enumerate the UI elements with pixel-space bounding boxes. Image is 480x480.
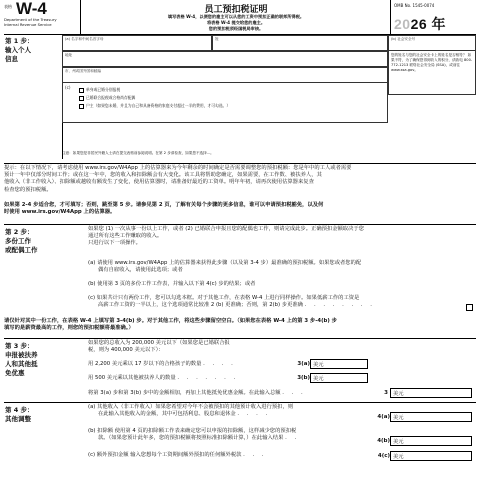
step4c-currency: 美元 — [393, 454, 404, 460]
last-name-label: 姓 — [215, 37, 219, 41]
header-instruction-2: 将表格 W-4 提交给您的雇主。 — [206, 20, 266, 25]
step4a-currency: 美元 — [393, 415, 404, 421]
step2-note-1: 请仅针对其中一份工作，在表格 W-4 上填写第 3-4(b) 步。对于其他工作，将这些步骤留空空白。（如果您在表格 W-4 上的第 3 步-4(b) 步 — [4, 318, 337, 324]
tax-year — [394, 14, 446, 34]
step3-total-label: 3 — [384, 390, 388, 396]
tip-line-2: 预计一年中仅部分时间工作；或在这一年中，您的收入和扣除额会有大变化。该工具将帮助您确定，如果需要，在工作数、被扶养人，其 — [4, 172, 322, 179]
divider-step3 — [4, 338, 476, 339]
step2-option-b: (b) 使用第 3 页的多份工作工作表，并输入以下第 4(c) 步的结果；或者 — [88, 281, 256, 287]
header-divider-right — [390, 0, 391, 34]
header-instruction-1: 填写表格 W-4，以便您的雇主可以从您的工资中预扣正确的联邦所得税。 — [167, 14, 305, 19]
step2-option-a — [88, 260, 476, 274]
step4a-input[interactable] — [390, 412, 472, 422]
tip-line-3: 他收入（非工作收入）、扣除额或越收有额发生了变化，使用估算器时，请准备好最近的工资单。明年年初，请再次使用估算器来复查 — [4, 179, 314, 186]
step2-title: 第 2 步： — [5, 228, 34, 236]
step1-section — [4, 35, 476, 163]
step4b-line-1: (b) 扣除额 使用第 4 页的扣除额工作表来确定您可以申报的扣除额，这样减少您的预扣税 — [88, 428, 297, 434]
step1-title: 第 1 步： — [5, 37, 34, 45]
city-state-zip-label: 市、州或国外国和邮编 — [65, 69, 101, 73]
step3-title: 第 3 步： — [5, 342, 34, 350]
omb-number: OMB No. 1545-0074 — [394, 3, 435, 8]
step2-c-1: (c) 如果共计只有两份工作，您可以勾选本框。对于其他工作，在表格 W-4 上进行同样操作。如果低薪工作的工资是 — [88, 295, 360, 301]
step4b-currency: 美元 — [393, 439, 404, 445]
step3-total-row: 将第 3(a) 步和第 3(b) 步中的金额相加，再加上其他抵免优惠金额。在此输入总额 . . . — [88, 390, 306, 396]
step3a-label: 3(a) — [297, 361, 310, 367]
step3a-currency: 美元 — [313, 362, 324, 368]
step2-a-2: 偶有自雇收入，请使用此选项；或者 — [98, 267, 183, 274]
department-line: Department of the Treasury — [4, 17, 57, 22]
step4c-input[interactable] — [390, 451, 472, 461]
single-checkbox[interactable] — [79, 88, 84, 93]
head-of-household-checkbox[interactable] — [79, 104, 84, 109]
first-name-label: (a) 名字和中间名首字母 — [65, 37, 104, 41]
year-suffix: 26 年 — [410, 16, 447, 32]
step3a-input[interactable] — [310, 359, 368, 369]
divider-step4 — [4, 402, 476, 403]
step2-choose: 只进行以下一项操作。 — [88, 240, 141, 247]
step3b-currency: 美元 — [313, 376, 324, 382]
step4-label — [4, 404, 62, 424]
step3-intro-2: 税，则为 400,000 美元以下）： — [88, 347, 164, 354]
instruction-line-1: 如果第 2-4 步适合您，才可填写；否则，跳至第 5 步。请参见第 2 页，了解有关每个步骤的更多信息，谁可以申请预扣税豁免，以及何 — [4, 202, 324, 208]
last-name-field[interactable] — [212, 35, 388, 51]
step2-note-2: 填写的是薪资最高的工作，则您的预扣税额将最准确。） — [4, 325, 134, 332]
form-title: 员工预扣税证明 — [204, 5, 268, 15]
tip-line-4: 检查您的预扣税额。 — [4, 186, 52, 193]
department-info — [4, 17, 72, 27]
married-checkbox[interactable] — [79, 96, 84, 101]
step3-intro-1: 如果您的总收入为 200,000 美元以下（如果您是已婚联合报 — [88, 340, 230, 346]
step2-desc-2: 通过所有这些工作赚取的收入。 — [88, 233, 163, 240]
step4a-line-2: 在此输入其他收入的金额，其中可包括利息、股息和退休金 . . . . — [98, 411, 271, 418]
step4-title: 第 4 步： — [5, 406, 34, 414]
form-label: 表格 — [4, 4, 12, 9]
form-number: W-4 — [16, 0, 47, 18]
step4b-line-2: 款。（如果您预计此年多，您的预扣税额将按照标准扣除额计算，）在此输入结果 . . — [98, 435, 300, 442]
step1-label — [4, 35, 63, 159]
step4b-text — [88, 428, 388, 442]
ssn-label: (b) 社会安全号 — [391, 37, 416, 41]
step2-description — [88, 226, 476, 248]
step1-footnote: 注意：如果您是非居民外籍人士请在提交表格前参阅说明。在第 2 步请检查，如果您不选择...。 — [62, 151, 214, 155]
address-field[interactable] — [62, 51, 388, 67]
step4-subtitle-1: 其他调整 — [5, 415, 31, 423]
city-state-zip-field[interactable] — [62, 67, 388, 83]
step2-subtitle-1: 多份工作 — [5, 237, 31, 245]
ssn-name-note: 您的姓名与您的社会安全卡上的姓名是否相符？ 如果不符，为了确保您得到收入的积分，请致电 800-772-1213 联络社会安全局 (SSA)，或前往 www.ssa.gov。 — [388, 51, 476, 95]
filing-option-married[interactable]: 已婚联合报税或合格尚存配偶 — [79, 95, 135, 101]
step3-label — [4, 340, 62, 378]
divider-intro — [4, 163, 476, 164]
step2-c-2: 高薪工作工资的一半以上，这个选项通常比较准 2 (b) 更准确；否则，第 2(b) 步更准确 . . . . . . . . — [98, 302, 375, 309]
ssn-field[interactable] — [388, 35, 476, 51]
step3b-row: 用 500 美元乘以其他被扶养人的数量 . . . . . . . — [88, 375, 239, 381]
header-divider-left — [80, 0, 81, 34]
step3-subtitle-1: 申报被扶养 — [5, 351, 38, 359]
step2-subtitle-2: 或配偶工作 — [5, 246, 38, 254]
filing-status-label: (c) — [65, 85, 71, 90]
step4a-label: 4(a) — [377, 414, 390, 420]
step3a-row: 用 2,200 美元乘以 17 岁以下的合格孩子的数量 . . . . — [88, 361, 236, 367]
step2-note — [4, 318, 476, 332]
step4b-label: 4(b) — [377, 438, 390, 444]
step2-label — [4, 226, 62, 255]
first-name-field[interactable] — [62, 35, 212, 51]
step3b-input[interactable] — [310, 373, 368, 383]
divider-step2 — [4, 224, 476, 225]
step3-total-currency: 美元 — [393, 391, 404, 397]
instruction-note — [4, 202, 476, 216]
step3-intro — [88, 340, 348, 354]
two-jobs-checkbox[interactable] — [466, 304, 473, 311]
step2-a-1: (a) 请使用 www.irs.gov/W4App 上的估算器来获得此步骤（以及第 3-4 步）最准确的预扣税额。如果您或者您的配 — [88, 260, 362, 266]
step2-option-c — [88, 295, 466, 309]
instruction-line-2: 时使用 www.irs.gov/W4App 上的估算器。 — [4, 209, 116, 216]
filing-status-group — [62, 83, 388, 123]
year-prefix: 20 — [394, 16, 411, 32]
step3-subtitle-3: 免优惠 — [5, 369, 25, 377]
header-instruction-3: 您的预扣税须经国税局审核。 — [208, 26, 264, 31]
step3-total-input[interactable] — [390, 388, 472, 398]
step4a-line-1: (a) 其他收入（非工作收入）如果您希望对今年不会被预扣的其他预计收入进行预扣，则 — [88, 404, 294, 410]
step3b-label: 3(b) — [297, 375, 310, 381]
step3-subtitle-2: 人和其他抵 — [5, 360, 38, 368]
tip-paragraph — [4, 165, 476, 194]
filing-option-single[interactable]: 单身或已婚分别报税 — [79, 87, 120, 93]
step1-subtitle-1: 输入个人 — [5, 46, 31, 54]
step1-subtitle-2: 信息 — [5, 55, 18, 63]
filing-option-head[interactable]: 户主（如果您未婚，并且为自己和具备资格的家庭支付超过一半的费用，才可勾选。） — [79, 103, 230, 109]
step2-desc-1: 如果您 (1) 一次从事一份以上工作，或者 (2) 已婚联合申报且您的配偶也工作，则请完成此步。正确预扣金额取决于您 — [88, 226, 364, 232]
step4b-input[interactable] — [390, 436, 472, 446]
step4a-text — [88, 404, 388, 418]
service-line: Internal Revenue Service — [4, 22, 52, 27]
tip-line-1: 提示：在以下情况下，请考虑使用 www.irs.gov/W4App 上的估算器来为今年剩余的时间确定是否需要调整您的预扣税额：您是年中的工人或者需要 — [4, 165, 352, 171]
form-header — [4, 0, 476, 35]
step4c-text: (c) 额外预扣金额 输入您想每个工资期间额外预扣的任何额外税款 . . . — [88, 452, 267, 458]
step4c-label: 4(c) — [377, 453, 390, 459]
address-label: 地址 — [65, 53, 73, 57]
